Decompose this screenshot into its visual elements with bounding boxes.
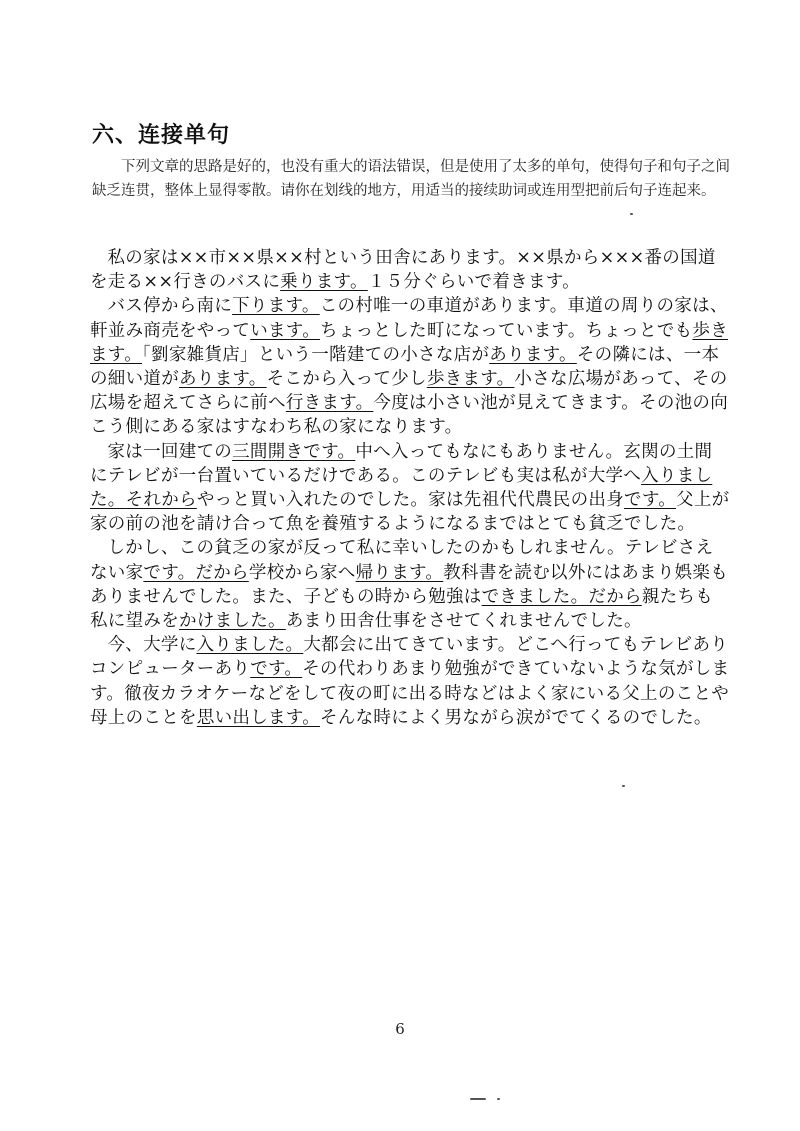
underlined-phrase: あります。 xyxy=(179,369,267,390)
essay-paragraph xyxy=(90,440,730,537)
text-segment: 教科書を読む以外にはあまり娯楽もありませんでした。また、子どもの時から勉強は xyxy=(90,562,729,607)
underlined-phrase: 歩きます。 xyxy=(90,320,729,365)
underlined-phrase: だから xyxy=(195,562,249,583)
underlined-phrase: です。 xyxy=(143,562,196,583)
text-segment: 学校から家へ xyxy=(248,562,356,583)
underlined-phrase: だから xyxy=(588,586,642,607)
section-heading: 六、连接单句 xyxy=(92,123,231,148)
text-segment: その代わりあまり勉強ができていないような気がします。徹夜カラオケーなどをして夜の町に出る時などはよく家にいる父上のことや母上のことを xyxy=(90,659,730,728)
text-segment: そこから入って少し xyxy=(266,369,427,390)
underlined-phrase: かけました。 xyxy=(179,611,286,632)
text-segment: バス停から南に xyxy=(107,296,233,317)
underlined-phrase: それから xyxy=(125,490,197,511)
text-segment: しかし、この貧乏の家が反って私に幸いしたのかもしれません。テレビさえない家 xyxy=(90,538,714,583)
underlined-phrase: あります。 xyxy=(489,344,577,365)
text-segment: やっと買い入れたのでした。家は先祖代代農民の出身 xyxy=(196,490,625,511)
underlined-phrase: 行きます。 xyxy=(285,393,374,414)
text-segment: あまり田舎仕事をさせてくれませんでした。 xyxy=(285,611,642,632)
scan-speck xyxy=(630,213,633,215)
text-segment: そんな時によく男ながら涙がでてくるのでした。 xyxy=(320,707,712,728)
underlined-phrase: 帰ります。 xyxy=(355,562,444,583)
underlined-phrase: 入りました。 xyxy=(196,635,304,656)
text-segment: 今、大学に xyxy=(107,635,197,656)
underlined-phrase: できました。 xyxy=(481,586,589,607)
text-segment: 大都会に出てきています。どこへ行ってもテレビありコンピューターあり xyxy=(90,635,729,680)
text-segment: この村唯一の車道があります。車道の周りの家は、軒並み商売をやって xyxy=(90,296,728,341)
essay-paragraph xyxy=(90,246,730,294)
underlined-phrase: 歩きます。 xyxy=(426,369,515,390)
text-segment: その隣には、一本の細い道が xyxy=(90,344,720,390)
text-segment: 「劉家雑貨店」という一階建ての小さな店が xyxy=(142,344,490,365)
instructions-text: 下列文章的思路是好的，也没有重大的语法错误，但是使用了太多的单句，使得句子和句子之间缺乏连贯，整体上显得零散。请你在划线的地方，用适当的接续助词或连用型把前后句子连起来。 xyxy=(92,159,730,199)
text-segment: ちょっとした町になっています。ちょっとでも xyxy=(320,320,693,341)
page-number: 6 xyxy=(395,1020,405,1038)
scan-speck xyxy=(470,1098,486,1100)
text-segment: 中へ入ってもなにもありません。玄関の土間にテレビが一台置いているだけである。このテレビも実は私が大学へ xyxy=(90,441,713,486)
text-segment: １５分ぐらいで着きます。 xyxy=(367,272,580,293)
text-segment: 親たちも私に望みを xyxy=(90,586,714,632)
essay-paragraph xyxy=(90,536,730,633)
underlined-phrase: 入りました。 xyxy=(90,465,713,511)
underlined-phrase: です。 xyxy=(250,659,303,680)
underlined-phrase: います。 xyxy=(250,320,321,341)
underlined-phrase: 下ります。 xyxy=(232,296,320,317)
underlined-phrase: 思い出します。 xyxy=(196,707,321,728)
text-segment: 小さな広場があって、その広場を超えてさらに前へ xyxy=(90,369,728,414)
text-segment: 家は一回建ての xyxy=(107,441,233,462)
text-segment: 私の家は××市××県××村という田舎にあります。××県から×××番の国道を走る××行きのバスに xyxy=(90,248,716,293)
scan-speck xyxy=(497,1098,500,1100)
instructions xyxy=(92,155,732,203)
text-segment: 今度は小さい池が見えてきます。その池の向こう側にある家はすなわち私の家になります。 xyxy=(90,393,729,438)
underlined-phrase: 乗ります。 xyxy=(280,272,368,293)
text-segment: 父上が家の前の池を請け合って魚を養殖するようになるまではとても貧乏でした。 xyxy=(90,490,730,535)
essay-paragraph xyxy=(90,294,730,439)
underlined-phrase: 三間開きです。 xyxy=(232,441,356,462)
underlined-phrase: です。 xyxy=(624,490,677,511)
scan-speck xyxy=(622,785,625,787)
essay-paragraph xyxy=(90,633,730,730)
essay-body xyxy=(90,246,730,730)
